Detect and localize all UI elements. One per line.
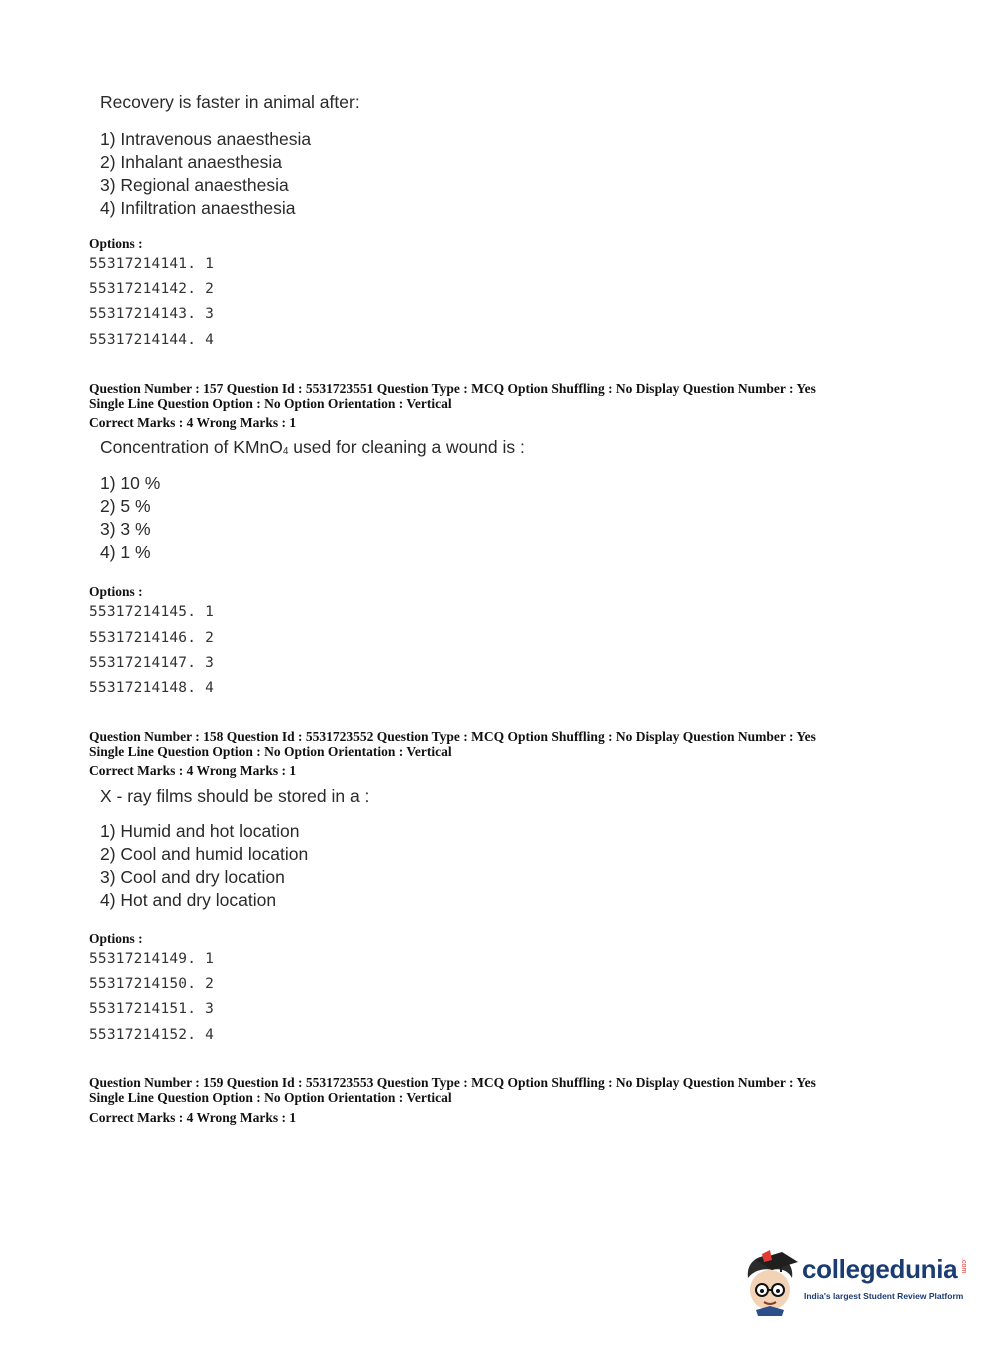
option-id: 55317214142. 2 bbox=[89, 281, 215, 297]
question-stem: Concentration of KMnO$_4$ used for cleaning a wound is : bbox=[100, 437, 525, 457]
collegedunia-logo[interactable] bbox=[742, 1250, 972, 1320]
question-meta-line2: Single Line Question Option : No Option Orientation : Vertical bbox=[89, 1090, 452, 1105]
choice-item: 2) Inhalant anaesthesia bbox=[100, 152, 282, 172]
option-id: 55317214148. 4 bbox=[89, 680, 215, 696]
logo-domain: .com bbox=[960, 1258, 967, 1274]
choice-item: 1) Intravenous anaesthesia bbox=[100, 129, 312, 149]
marks-info: Correct Marks : 4 Wrong Marks : 1 bbox=[89, 415, 297, 430]
option-id: 55317214150. 2 bbox=[89, 976, 215, 992]
question-meta-line2: Single Line Question Option : No Option Orientation : Vertical bbox=[89, 744, 452, 759]
choice-item: 1) 10 % bbox=[100, 473, 161, 493]
choice-item: 4) Infiltration anaesthesia bbox=[100, 198, 296, 218]
option-id: 55317214145. 1 bbox=[89, 604, 215, 620]
choice-item: 3) Regional anaesthesia bbox=[100, 175, 289, 195]
options-label: Options : bbox=[89, 584, 143, 599]
question-meta-line2: Single Line Question Option : No Option Orientation : Vertical bbox=[89, 396, 452, 411]
logo-tagline: India's largest Student Review Platform bbox=[804, 1291, 964, 1301]
choice-item: 2) 5 % bbox=[100, 496, 151, 516]
choice-item: 2) Cool and humid location bbox=[100, 844, 309, 864]
choice-item: 1) Humid and hot location bbox=[100, 821, 300, 841]
option-id: 55317214146. 2 bbox=[89, 630, 215, 646]
option-id: 55317214141. 1 bbox=[89, 256, 215, 272]
choice-item: 4) Hot and dry location bbox=[100, 890, 277, 910]
choice-item: 4) 1 % bbox=[100, 542, 151, 562]
option-id: 55317214147. 3 bbox=[89, 655, 215, 671]
question-meta: Question Number : 158 Question Id : 5531723552 Question Type : MCQ Option Shuffling : No Display Question Number : Yes bbox=[89, 729, 816, 744]
question-meta: Question Number : 157 Question Id : 5531723551 Question Type : MCQ Option Shuffling : No Display Question Number : Yes bbox=[89, 381, 816, 396]
question-stem: X - ray films should be stored in a : bbox=[100, 786, 370, 806]
choice-item: 3) 3 % bbox=[100, 519, 151, 539]
question-stem: Recovery is faster in animal after: bbox=[100, 92, 360, 112]
option-id: 55317214151. 3 bbox=[89, 1001, 215, 1017]
option-id: 55317214143. 3 bbox=[89, 306, 215, 322]
option-id: 55317214149. 1 bbox=[89, 951, 215, 967]
option-id: 55317214144. 4 bbox=[89, 332, 215, 348]
marks-info: Correct Marks : 4 Wrong Marks : 1 bbox=[89, 1110, 297, 1125]
choice-item: 3) Cool and dry location bbox=[100, 867, 285, 887]
option-id: 55317214152. 4 bbox=[89, 1027, 215, 1043]
marks-info: Correct Marks : 4 Wrong Marks : 1 bbox=[89, 763, 297, 778]
logo-wordmark: collegedunia bbox=[802, 1254, 958, 1284]
options-label: Options : bbox=[89, 236, 143, 251]
question-meta: Question Number : 159 Question Id : 5531723553 Question Type : MCQ Option Shuffling : No Display Question Number : Yes bbox=[89, 1075, 816, 1090]
mascot-icon bbox=[742, 1250, 800, 1316]
options-label: Options : bbox=[89, 931, 143, 946]
